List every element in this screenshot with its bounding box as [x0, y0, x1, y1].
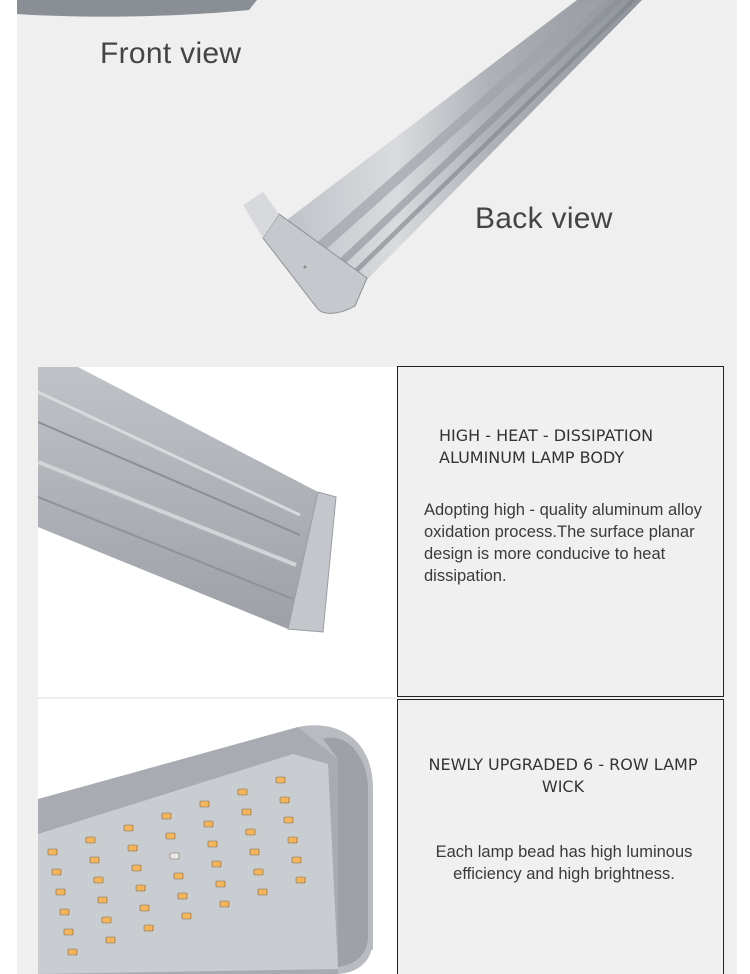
feature-description: Each lamp bead has high luminous efficiency and high brightness. — [435, 843, 693, 883]
led-bead — [250, 849, 259, 855]
led-bead — [132, 865, 141, 871]
led-bead — [124, 825, 133, 831]
feature-heading: HIGH - HEAT - DISSIPATION ALUMINUM LAMP BODY — [439, 426, 654, 467]
led-bead — [246, 829, 255, 835]
lamp-side-illustration — [38, 367, 397, 697]
led-bead — [238, 789, 247, 795]
front-view-label: Front view — [100, 37, 242, 70]
aluminum-body-image — [38, 367, 397, 697]
led-bead — [144, 925, 153, 931]
led-bead — [254, 869, 263, 875]
hero-section — [17, 0, 737, 345]
led-bead — [280, 797, 289, 803]
back-view-label: Back view — [475, 202, 613, 235]
led-bead — [212, 861, 221, 867]
led-bead — [276, 777, 285, 783]
led-bead — [174, 873, 183, 879]
feature-card-heat-dissipation — [397, 366, 724, 697]
led-bead — [136, 885, 145, 891]
feature-card-lamp-wick — [397, 699, 724, 974]
led-bead — [208, 841, 217, 847]
led-board-image — [38, 699, 397, 974]
led-bead — [182, 913, 191, 919]
led-bead — [258, 889, 267, 895]
led-bead — [140, 905, 149, 911]
product-page — [17, 0, 737, 974]
led-bead — [60, 909, 69, 915]
led-bead — [216, 881, 225, 887]
led-bead — [242, 809, 251, 815]
led-bead — [220, 901, 229, 907]
led-bead — [162, 813, 171, 819]
feature-description: Adopting high - quality aluminum alloy oxidation process.The surface planar design is more conducive to heat dissipation. — [424, 501, 702, 585]
led-bead — [296, 877, 305, 883]
led-bead — [98, 897, 107, 903]
led-bead — [106, 937, 115, 943]
led-bead — [128, 845, 137, 851]
led-bead — [284, 817, 293, 823]
led-bead — [94, 877, 103, 883]
led-bead — [288, 837, 297, 843]
led-bead — [56, 889, 65, 895]
led-bead — [166, 833, 175, 839]
led-board-illustration — [38, 699, 397, 974]
led-bead — [200, 801, 209, 807]
led-bead — [64, 929, 73, 935]
led-bead — [48, 849, 57, 855]
led-bead — [90, 857, 99, 863]
feature-heading: NEWLY UPGRADED 6 - ROW LAMP WICK — [428, 755, 698, 796]
led-bead — [292, 857, 301, 863]
led-bead — [52, 869, 61, 875]
led-bead — [86, 837, 95, 843]
led-bead — [68, 949, 77, 955]
led-bead — [170, 853, 179, 859]
led-bead — [204, 821, 213, 827]
led-bead — [178, 893, 187, 899]
led-bead — [102, 917, 111, 923]
